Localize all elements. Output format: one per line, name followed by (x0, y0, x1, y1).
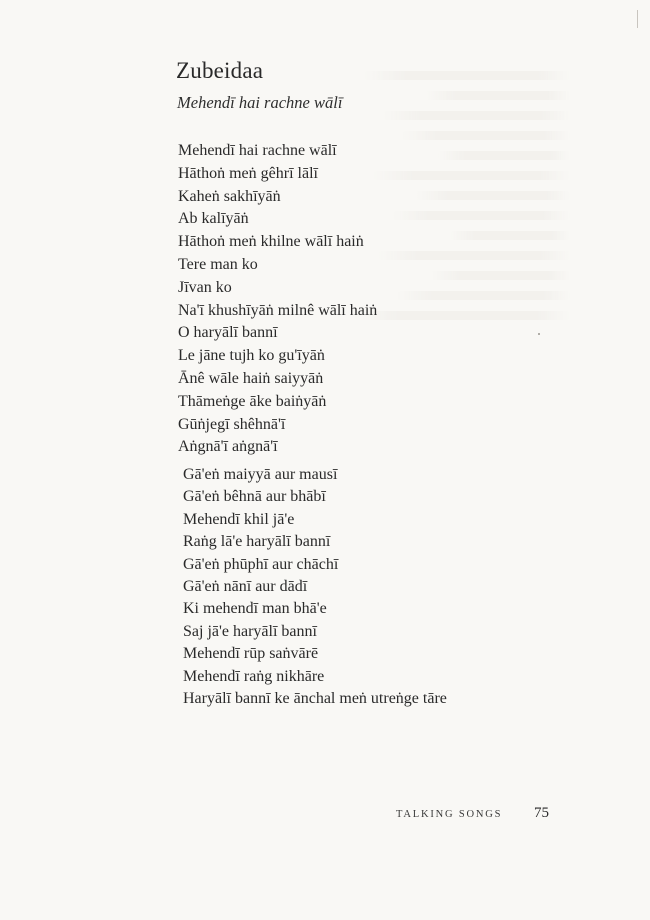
poem-line: Kaheṅ sakhīyāṅ (178, 187, 281, 205)
poem-line: Gā'eṅ bêhnā aur bhābī (183, 488, 326, 506)
poem-title: Zubeidaa (176, 58, 264, 83)
poem-line: Ki mehendī man bhā'e (183, 600, 327, 618)
poem-line: Gā'eṅ nānī aur dādī (183, 577, 308, 595)
poem-line: Ānê wāle haiṅ saiyyāṅ (178, 369, 324, 387)
poem-line: Hāthoṅ meṅ gêhrī lālī (178, 164, 318, 182)
stanza-1 (178, 140, 377, 459)
poem-line: O haryālī bannī (178, 324, 278, 342)
poem-line: Gā'eṅ maiyyā aur mausī (183, 466, 338, 483)
running-foot: TALKING SONGS (396, 809, 503, 820)
poem-line: Gā'eṅ phūphī aur chāchī (183, 555, 339, 573)
poem-line: Hāthoṅ meṅ khilne wālī haiṅ (178, 233, 364, 251)
poem-line: Tere man ko (178, 255, 258, 273)
poem-line: Aṅgnā'ī aṅgnā'ī (178, 438, 278, 456)
poem-line: Mehendī rūp saṅvārē (183, 645, 319, 663)
stanza-2 (183, 464, 447, 710)
poem-line: Raṅg lā'e haryālī bannī (183, 533, 331, 551)
poem-line: Gūṅjegī shêhnā'ī (178, 415, 286, 433)
poem-line: Mehendī hai rachne wālī (178, 142, 337, 159)
poem-line: Na'ī khushīyāṅ milnê wālī haiṅ (178, 301, 378, 319)
paper-fleck (637, 10, 638, 28)
poem-line: Mehendī khil jā'e (183, 510, 295, 528)
poem-line: Haryālī bannī ke ānchal meṅ utreṅge tāre (183, 689, 447, 707)
poem-line: Ab kalīyāṅ (178, 210, 249, 228)
poem-line: Thāmeṅge āke baiṅyāṅ (178, 392, 327, 410)
paper-fleck (538, 333, 540, 335)
page-number: 75 (534, 805, 549, 821)
poem-line: Mehendī raṅg nikhāre (183, 667, 325, 685)
poem-line: Saj jā'e haryālī bannī (183, 622, 317, 640)
poem-line: Jīvan ko (178, 278, 232, 296)
poem-subtitle: Mehendī hai rachne wālī (177, 93, 343, 112)
poem-line: Le jāne tujh ko gu'īyāṅ (178, 347, 325, 365)
